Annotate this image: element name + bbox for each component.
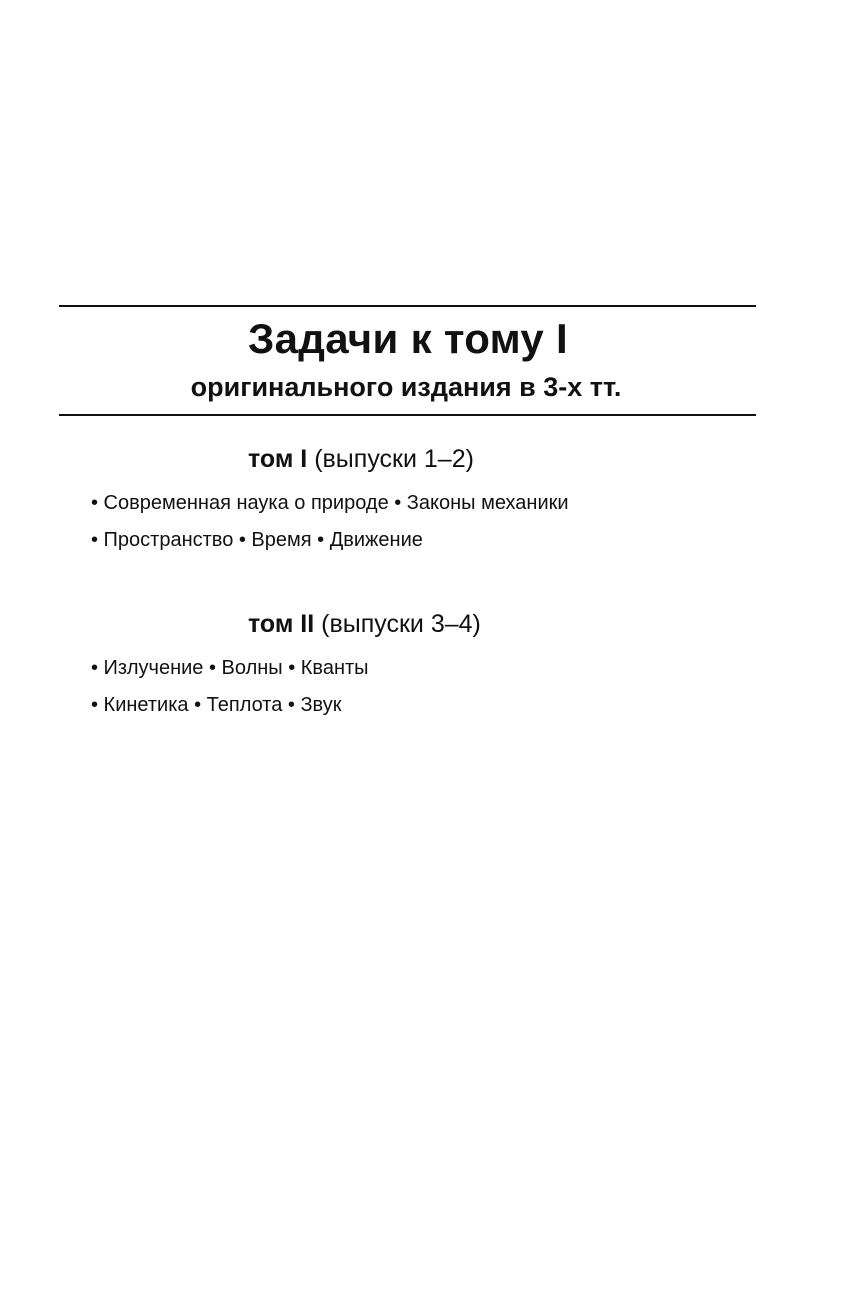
- top-rule: [59, 305, 756, 307]
- volume-heading-1: [248, 443, 474, 475]
- topic-line: • Излучение • Волны • Кванты: [91, 657, 369, 679]
- topic-line: • Современная наука о природе • Законы механики: [91, 492, 569, 514]
- volume-issues: (выпуски 1–2): [314, 445, 474, 473]
- volume-heading-2: [248, 608, 481, 640]
- topic-line: • Пространство • Время • Движение: [91, 529, 423, 551]
- page-title: Задачи к тому I: [247, 315, 569, 362]
- topic-line: • Кинетика • Теплота • Звук: [91, 694, 342, 716]
- volume-name: том I: [248, 445, 308, 473]
- page-subtitle: оригинального издания в 3-х тт.: [190, 372, 622, 402]
- bottom-rule: [59, 414, 756, 416]
- volume-name: том II: [248, 610, 315, 638]
- volume-issues: (выпуски 3–4): [321, 610, 481, 638]
